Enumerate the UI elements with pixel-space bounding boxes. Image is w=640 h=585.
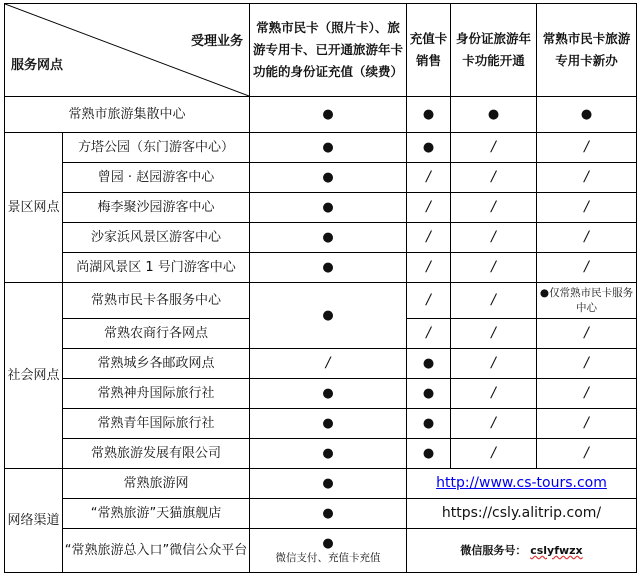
point-name: 常熟市民卡各服务中心 [63, 283, 250, 319]
slash-mark: / [537, 349, 637, 379]
dot-mark: ● [250, 193, 407, 223]
point-name: 尚湖风景区 1 号门游客中心 [63, 253, 250, 283]
slash-mark: / [451, 319, 537, 349]
point-name: 常熟城乡各邮政网点 [63, 349, 250, 379]
point-name: 常熟旅游发展有限公司 [63, 439, 250, 469]
table-row [5, 97, 637, 133]
slash-mark: / [407, 283, 451, 319]
group-online: 网络渠道 [5, 469, 63, 573]
service-center-note: ●仅常熟市民卡服务中心 [537, 283, 637, 319]
dot-mark: ● [250, 379, 407, 409]
header-row [5, 4, 637, 97]
point-name: 梅李聚沙园游客中心 [63, 193, 250, 223]
dot-mark: ● [250, 97, 407, 133]
point-name: 常熟市旅游集散中心 [5, 97, 250, 133]
dot-mark: ● [250, 133, 407, 163]
dot-mark: ● [407, 349, 451, 379]
table-row [5, 469, 637, 499]
table-row [5, 253, 637, 283]
slash-mark: / [451, 379, 537, 409]
dot-mark: ● [451, 97, 537, 133]
slash-mark: / [407, 223, 451, 253]
dot-mark: ● [407, 97, 451, 133]
wechat-service-id: cslyfwzx [530, 543, 583, 557]
table-row [5, 283, 637, 319]
table-row [5, 439, 637, 469]
dot-mark: ● [407, 133, 451, 163]
slash-mark: / [537, 223, 637, 253]
corner-header-cell [5, 4, 250, 97]
slash-mark: / [451, 409, 537, 439]
dot-mark: ● [250, 499, 407, 529]
slash-mark: / [537, 319, 637, 349]
slash-mark: / [451, 349, 537, 379]
table-row [5, 193, 637, 223]
wechat-service-label: 微信服务号： [460, 543, 527, 557]
slash-mark: / [537, 253, 637, 283]
dot-mark: ● [407, 379, 451, 409]
table-row [5, 529, 637, 573]
col-header-card-sales: 充值卡销售 [407, 4, 451, 97]
slash-mark: / [451, 283, 537, 319]
slash-mark: / [537, 409, 637, 439]
payment-methods: 微信支付、充值卡充值 [275, 551, 381, 564]
slash-mark: / [407, 163, 451, 193]
point-name: 常熟农商行各网点 [63, 319, 250, 349]
table-row [5, 223, 637, 253]
slash-mark: / [451, 193, 537, 223]
dot-mark: ● [250, 223, 407, 253]
corner-business-label: 受理业务 [190, 34, 243, 49]
slash-mark: / [407, 193, 451, 223]
table-row [5, 499, 637, 529]
table-row [5, 409, 637, 439]
dot-mark: ● [407, 439, 451, 469]
dot-mark: ● [322, 535, 334, 551]
website-link[interactable]: http://www.cs-tours.com [436, 475, 607, 492]
wechat-service-cell [407, 529, 637, 573]
table-row [5, 133, 637, 163]
slash-mark: / [451, 163, 537, 193]
col-header-id-annual: 身份证旅游年卡功能开通 [451, 4, 537, 97]
point-name: 常熟神舟国际旅行社 [63, 379, 250, 409]
col-header-new-card: 常熟市民卡旅游专用卡新办 [537, 4, 637, 97]
slash-mark: / [537, 163, 637, 193]
point-name: 曾园 · 赵园游客中心 [63, 163, 250, 193]
tmall-store-url: https://csly.alitrip.com/ [407, 499, 637, 529]
table-row [5, 349, 637, 379]
table-row [5, 163, 637, 193]
slash-mark: / [407, 253, 451, 283]
slash-mark: / [537, 439, 637, 469]
dot-mark: ● [407, 409, 451, 439]
table-row [5, 379, 637, 409]
dot-mark: ● [537, 97, 637, 133]
point-name: 沙家浜风景区游客中心 [63, 223, 250, 253]
slash-mark: / [537, 133, 637, 163]
corner-points-label: 服务网点 [11, 58, 64, 74]
point-name: 方塔公园（东门游客中心） [63, 133, 250, 163]
service-points-table [4, 3, 637, 573]
point-name: “常熟旅游总入口”微信公众平台 [63, 529, 250, 573]
slash-mark: / [451, 439, 537, 469]
group-scenic: 景区网点 [5, 133, 63, 283]
dot-mark: ● [250, 283, 407, 349]
dot-mark: ● [250, 163, 407, 193]
slash-mark: / [451, 133, 537, 163]
point-name: 常熟旅游网 [63, 469, 250, 499]
dot-mark: ● [250, 469, 407, 499]
slash-mark: / [537, 379, 637, 409]
col-header-recharge: 常熟市民卡（照片卡）、旅游专用卡、已开通旅游年卡功能的身份证充值（续费） [250, 4, 407, 97]
slash-mark: / [407, 319, 451, 349]
slash-mark: / [537, 193, 637, 223]
slash-mark: / [451, 223, 537, 253]
dot-mark: ● [250, 409, 407, 439]
group-social: 社会网点 [5, 283, 63, 469]
diagonal-line [5, 4, 249, 96]
slash-mark: / [451, 253, 537, 283]
website-link-cell [407, 469, 637, 499]
point-name: “常熟旅游”天猫旗舰店 [63, 499, 250, 529]
payment-cell [250, 529, 407, 573]
dot-mark: ● [250, 439, 407, 469]
point-name: 常熟青年国际旅行社 [63, 409, 250, 439]
dot-mark: ● [250, 253, 407, 283]
slash-mark: / [250, 349, 407, 379]
